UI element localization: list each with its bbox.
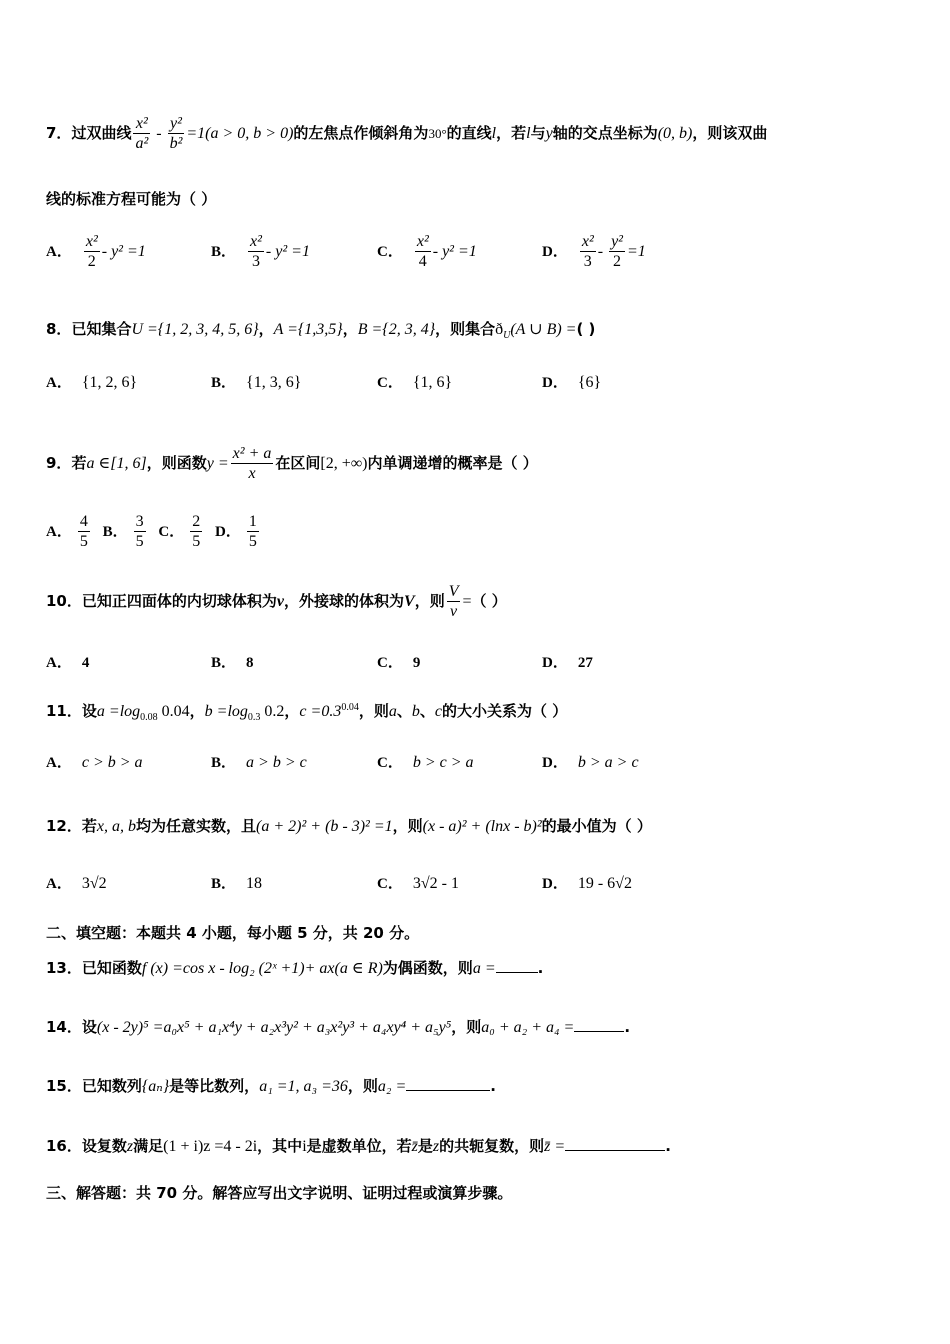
q11-line <box>46 697 567 729</box>
q16-number: 16． <box>46 1137 82 1155</box>
q7-number: 7． <box>46 124 72 142</box>
frac-den: 5 <box>135 533 144 550</box>
q10-number: 10． <box>46 592 82 610</box>
q7-text3: 的直线 <box>446 124 492 142</box>
q12-expr: (x - a)² + (lnx - b)² <box>422 818 542 835</box>
q10-option-d <box>542 651 603 674</box>
q10-equals: = <box>462 593 472 610</box>
q9-func-y: y = <box>206 455 229 472</box>
q15-text1: 已知数列 <box>81 1077 142 1095</box>
q10-option-b <box>211 651 264 674</box>
q11-def-b: b =log <box>204 703 248 720</box>
q8-line <box>46 318 595 347</box>
option-value: {1, 2, 6} <box>81 374 138 391</box>
q15-line <box>46 1075 496 1098</box>
q12-condition: (a + 2)² + (b - 3)² =1 <box>256 818 393 835</box>
option-value: b > a > c <box>577 754 639 771</box>
option-value: 4 <box>81 655 90 671</box>
q8-option-b <box>211 371 301 394</box>
q12-option-c <box>377 872 459 895</box>
q7-frac1 <box>133 114 150 153</box>
q11-option-c <box>377 751 474 774</box>
q8-text2: ，则集合 <box>435 320 496 338</box>
option-label: B． <box>211 655 237 671</box>
option-label: A． <box>46 755 72 771</box>
q9-text3: 在区间 <box>275 454 321 472</box>
q7-text2: 的左焦点作倾斜角为 <box>293 124 429 142</box>
option-label: B． <box>102 524 128 540</box>
q10-paren: （ ） <box>471 592 507 610</box>
q12-text3: ，则 <box>392 817 423 835</box>
q9-text2: ，则函数 <box>146 454 207 472</box>
q7-option-d <box>542 232 646 271</box>
q11-number: 11． <box>46 702 82 720</box>
q10-frac <box>447 582 461 621</box>
q12-text2: 均为任意实数，且 <box>136 817 257 835</box>
q12-line <box>46 815 652 838</box>
option-label: D． <box>542 244 568 260</box>
q13-line <box>46 957 543 980</box>
q14-line <box>46 1016 630 1039</box>
q14-number: 14． <box>46 1018 82 1036</box>
q7-frac2 <box>168 114 185 153</box>
q11-var-c: c <box>434 703 442 720</box>
q8-comma: ， <box>342 320 358 338</box>
q9-number: 9． <box>46 454 72 472</box>
option-label: D． <box>542 876 568 892</box>
q16-var-z: z <box>126 1138 134 1155</box>
frac-num: 4 <box>79 513 88 530</box>
q10-text1: 已知正四面体的内切球体积为 <box>81 592 277 610</box>
option-label: C． <box>377 755 403 771</box>
q7-point: (0, b) <box>657 125 693 142</box>
q10-frac-num: V <box>448 583 459 600</box>
option-label: D． <box>542 375 568 391</box>
q9-text1: 若 <box>71 454 87 472</box>
q7-d-frac1 <box>580 232 596 271</box>
q8-set-b: B ={2, 3, 4} <box>357 321 436 338</box>
q10-text2: ，外接球的体积为 <box>284 592 405 610</box>
q8-text1: 已知集合 <box>71 320 132 338</box>
q8-expr: (A ∪ B) = <box>510 321 577 338</box>
q7-b-num: x² <box>250 233 262 250</box>
q11-text2: ，则 <box>358 702 389 720</box>
q7-c-num: x² <box>416 233 429 250</box>
section-solutions-heading: 三、解答题：共 70 分。解答应写出文字说明、证明过程或演算步骤。 <box>46 1184 513 1202</box>
q11-a-arg: 0.04 <box>157 703 190 720</box>
q8-complement-sub: U <box>503 330 511 341</box>
q7-text6: 轴的交点坐标为 <box>552 124 658 142</box>
option-label: A． <box>46 524 72 540</box>
q7-option-b <box>211 232 310 271</box>
frac-num: 3 <box>135 513 144 530</box>
option-label: D． <box>542 755 568 771</box>
q8-complement: ð <box>495 321 504 338</box>
q10-text3: ，则 <box>414 592 445 610</box>
q11-dun: 、 <box>419 702 435 720</box>
q16-end: . <box>665 1137 671 1155</box>
q7-eq-tail: =1(a > 0, b > 0) <box>186 125 294 142</box>
q7-line1 <box>46 114 767 153</box>
q7-c-tail: - y² =1 <box>432 243 477 260</box>
option-label: A． <box>46 244 72 260</box>
q12-vars: x, a, b <box>96 818 136 835</box>
option-label: C． <box>377 375 403 391</box>
q11-def-c: c =0.3 <box>299 703 342 720</box>
q7-option-a <box>46 232 146 271</box>
q13-end: . <box>537 959 544 977</box>
q9-line <box>46 444 538 483</box>
q7-a-num: x² <box>85 233 98 250</box>
q11-option-b <box>211 751 307 774</box>
q10-frac-den: v <box>450 603 458 620</box>
option-value: 9 <box>412 655 421 671</box>
option-label: A． <box>46 876 72 892</box>
option-value: 8 <box>246 655 254 671</box>
q8-number: 8． <box>46 320 72 338</box>
q7-d-den2: 2 <box>613 253 622 270</box>
q9-options <box>46 512 261 551</box>
frac-den: 5 <box>248 533 257 550</box>
q11-sep: ， <box>284 702 300 720</box>
q13-number: 13． <box>46 959 82 977</box>
q12-option-b <box>211 872 262 895</box>
q10-option-c <box>377 651 430 674</box>
q11-option-d <box>542 751 639 774</box>
option-value: 27 <box>577 655 593 671</box>
q12-text1: 若 <box>81 817 97 835</box>
option-label: A． <box>46 375 72 391</box>
q10-var-V: V <box>404 593 415 610</box>
q10-option-a <box>46 651 99 674</box>
q14-expr: (x - 2y)⁵ =a₀x⁵ + a₁x⁴y + a₂x³y² + a₃x²y³ + a₄xy⁴ + a₅y⁵ <box>96 1019 452 1036</box>
option-value: {6} <box>577 374 602 391</box>
q9-a-frac <box>78 512 90 551</box>
q7-d-num1: x² <box>581 233 594 250</box>
q7-a-den: 2 <box>87 253 96 270</box>
option-label: C． <box>377 655 403 671</box>
q15-condition: a₁ =1, a₃ =36 <box>259 1078 348 1095</box>
q9-interval: [2, +∞) <box>320 455 368 472</box>
q16-var-i: i <box>302 1138 307 1155</box>
q8-option-c <box>377 371 452 394</box>
q7-text7: ，则该双曲 <box>692 124 768 142</box>
q11-def-a: a =log <box>96 703 141 720</box>
q11-var-b: b <box>411 703 420 720</box>
q16-text1: 设复数 <box>81 1137 127 1155</box>
q9-text4: 内单调递增的概率是（ ） <box>367 454 538 472</box>
q16-answer-label: z̄ = <box>544 1138 566 1155</box>
q14-text2: ，则 <box>451 1018 482 1036</box>
q7-c-frac <box>415 232 431 271</box>
option-label: C． <box>158 524 185 540</box>
q9-func-den: x <box>248 465 256 482</box>
q7-text4: ，若 <box>496 124 527 142</box>
q7-var-y: y <box>545 125 553 142</box>
option-label: A． <box>46 655 72 671</box>
option-value: b > c > a <box>412 754 474 771</box>
q7-minus: - <box>152 125 166 142</box>
q9-c-frac <box>190 512 202 551</box>
q11-var-a: a <box>388 703 397 720</box>
q16-text2: 满足 <box>133 1137 164 1155</box>
q7-angle: 30° <box>428 126 447 141</box>
q12-number: 12． <box>46 817 82 835</box>
q16-answer-blank[interactable] <box>565 1150 665 1151</box>
q7-frac1-num: x² <box>133 114 150 134</box>
q7-d-num2: y² <box>611 233 623 250</box>
q11-text3: 的大小关系为（ ） <box>441 702 568 720</box>
option-value: a > b > c <box>246 754 307 771</box>
q11-b-base: 0.3 <box>247 712 261 723</box>
q7-b-den: 3 <box>251 253 260 270</box>
q9-func-num: x² + a <box>232 445 272 462</box>
q8-set-a: A ={1,3,5} <box>273 321 343 338</box>
q7-line2: 线的标准方程可能为（ ） <box>46 190 217 208</box>
frac-den: 5 <box>192 533 201 550</box>
q16-condition: (1 + i)z =4 - 2i <box>163 1138 258 1155</box>
q7-var-l2: l <box>526 125 531 142</box>
q13-text1: 已知函数 <box>81 959 142 977</box>
q7-d-frac2 <box>609 232 625 271</box>
option-label: C． <box>377 876 403 892</box>
q11-dun: 、 <box>396 702 412 720</box>
option-label: D． <box>542 655 568 671</box>
q16-var-zbar: z̄ <box>411 1138 418 1155</box>
q9-condition: a ∈[1, 6] <box>86 455 147 472</box>
q7-frac1-den: a² <box>135 135 149 152</box>
q12-option-d <box>542 872 632 895</box>
q11-b-arg: 0.2 <box>260 703 285 720</box>
q16-text5: 是 <box>417 1137 433 1155</box>
q13-answer-label: a = <box>472 960 496 977</box>
q15-answer-blank[interactable] <box>406 1090 490 1091</box>
q14-text1: 设 <box>81 1018 97 1036</box>
q14-answer-label: a₀ + a₂ + a₄ = <box>481 1019 575 1036</box>
q16-line <box>46 1135 671 1158</box>
q7-frac2-den: b² <box>169 135 183 152</box>
q8-paren: ( ) <box>576 320 596 338</box>
q15-number: 15． <box>46 1077 82 1095</box>
q7-text: 过双曲线 <box>71 124 132 142</box>
q7-a-frac <box>84 232 100 271</box>
q11-option-a <box>46 751 143 774</box>
frac-num: 1 <box>248 513 257 530</box>
q16-text6: 的共轭复数，则 <box>439 1137 545 1155</box>
option-label: D． <box>215 524 241 540</box>
q7-b-tail: - y² =1 <box>265 243 310 260</box>
q10-var-v: v <box>276 593 284 610</box>
q14-answer-blank[interactable] <box>574 1031 624 1032</box>
option-value: {1, 3, 6} <box>246 374 302 391</box>
q16-text3: ，其中 <box>257 1137 303 1155</box>
q8-set-u: U ={1, 2, 3, 4, 5, 6} <box>131 321 259 338</box>
option-label: C． <box>377 244 403 260</box>
q12-text4: 的最小值为（ ） <box>541 817 652 835</box>
q11-sep: ， <box>189 702 205 720</box>
q15-answer-label: a₂ = <box>377 1078 407 1095</box>
q9-d-frac <box>247 512 259 551</box>
q15-sequence: {aₙ} <box>141 1078 170 1095</box>
q10-line <box>46 582 507 621</box>
q8-comma: ， <box>258 320 274 338</box>
option-label: B． <box>211 244 237 260</box>
q8-option-d <box>542 371 601 394</box>
q12-option-a <box>46 872 107 895</box>
option-value: {1, 6} <box>412 374 453 391</box>
q7-b-frac <box>248 232 264 271</box>
option-label: B． <box>211 375 237 391</box>
option-value: 19 - 6√2 <box>577 875 632 892</box>
q15-text2: 是等比数列， <box>169 1077 260 1095</box>
q7-frac2-num: y² <box>168 114 185 134</box>
q7-option-c <box>377 232 477 271</box>
q11-text1: 设 <box>81 702 97 720</box>
q11-c-exp: 0.04 <box>341 702 359 713</box>
option-value: 3√2 <box>81 875 107 892</box>
option-label: B． <box>211 755 237 771</box>
option-label: B． <box>211 876 237 892</box>
option-value: 3√2 - 1 <box>412 875 459 892</box>
q16-var-z2: z <box>432 1138 440 1155</box>
q15-end: . <box>490 1077 496 1095</box>
q15-text3: ，则 <box>347 1077 378 1095</box>
q13-answer-blank[interactable] <box>496 972 538 973</box>
q13-expr: f (x) =cos x - log₂ (2ˣ +1)+ ax(a ∈ R) <box>141 960 383 977</box>
q7-text5: 与 <box>530 124 546 142</box>
q7-d-den1: 3 <box>583 253 592 270</box>
q7-d-minus: - <box>597 243 608 260</box>
option-value: c > b > a <box>81 754 143 771</box>
q7-c-den: 4 <box>418 253 427 270</box>
option-value: 18 <box>246 875 263 892</box>
q8-option-a <box>46 371 137 394</box>
q13-text2: 为偶函数，则 <box>382 959 473 977</box>
frac-num: 2 <box>192 513 201 530</box>
q9-func-frac <box>231 444 274 483</box>
q7-var-l: l <box>491 125 497 142</box>
q14-end: . <box>624 1018 631 1036</box>
q7-a-tail: - y² =1 <box>101 243 146 260</box>
frac-den: 5 <box>79 533 88 550</box>
q7-d-tail: =1 <box>626 243 646 260</box>
q11-a-base: 0.08 <box>140 712 158 723</box>
section-fill-in-heading: 二、填空题：本题共 4 小题，每小题 5 分，共 20 分。 <box>46 924 420 942</box>
q9-b-frac <box>134 512 146 551</box>
q16-text4: 是虚数单位，若 <box>306 1137 412 1155</box>
